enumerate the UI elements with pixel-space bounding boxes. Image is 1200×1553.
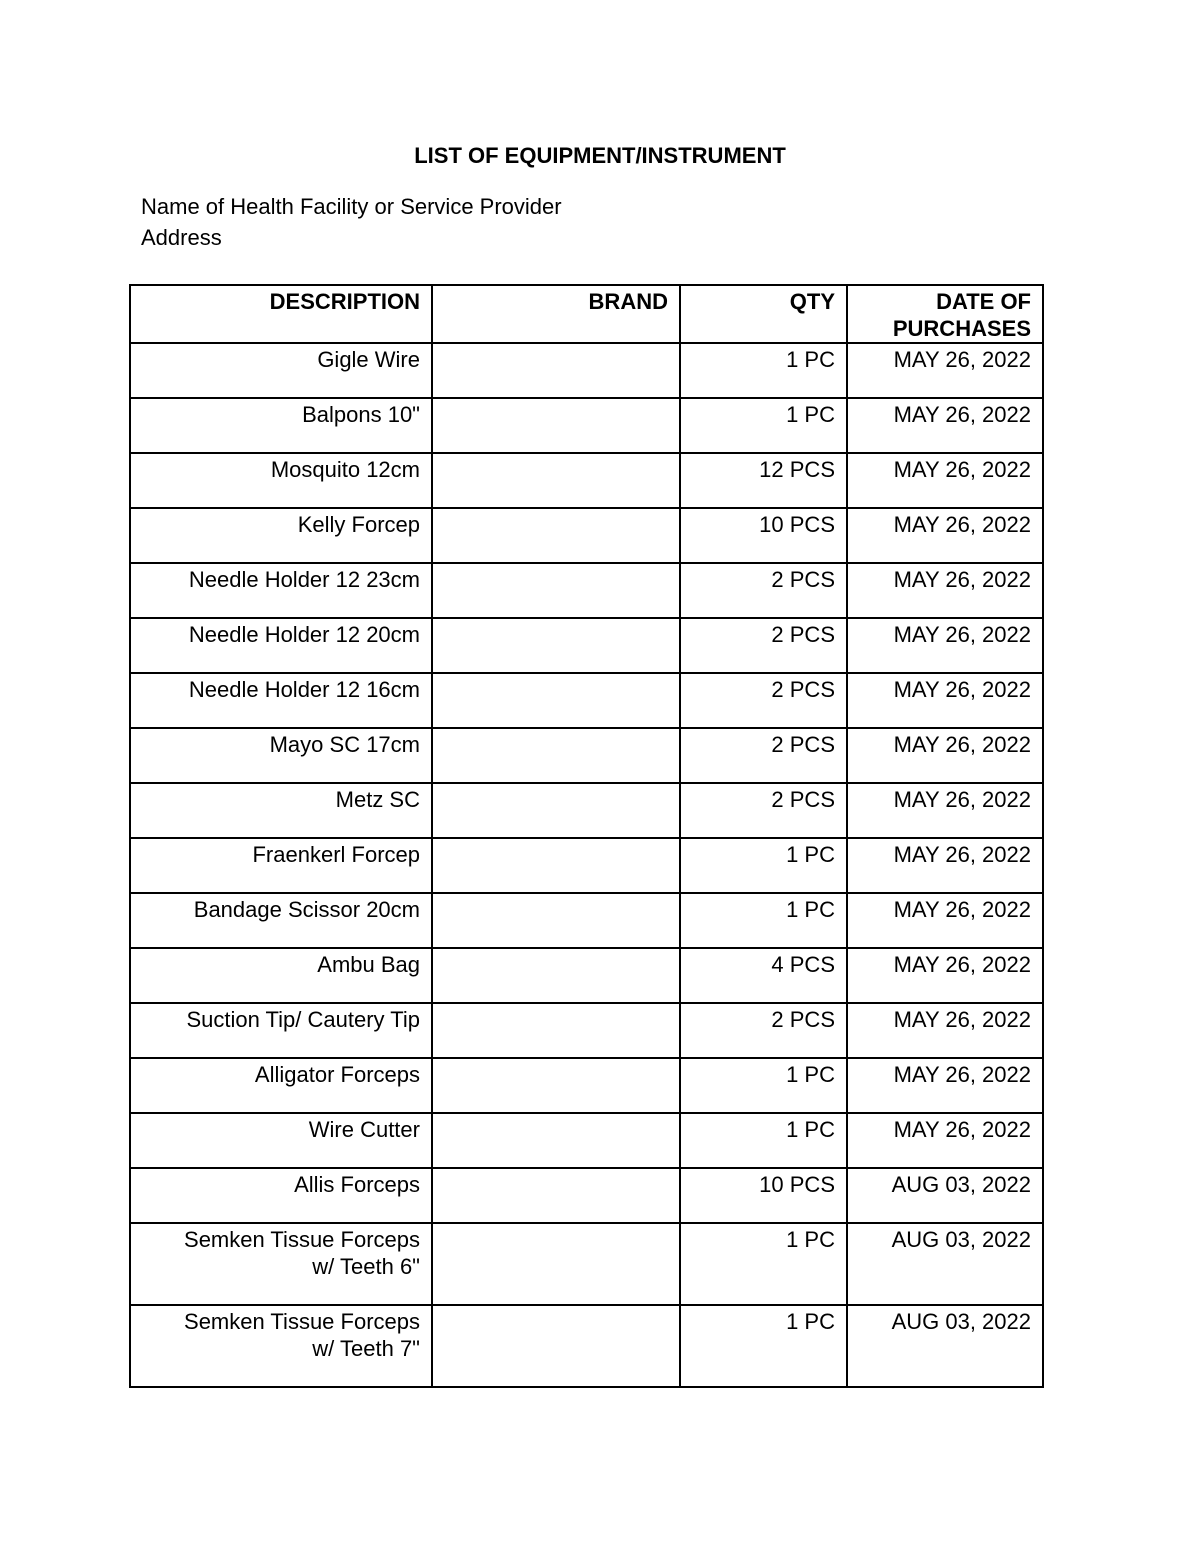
cell-description — [130, 1305, 432, 1387]
description-text: Kelly Forcep — [297, 512, 420, 537]
description-text: Alligator Forceps — [254, 1062, 420, 1087]
cell-brand — [432, 343, 680, 398]
table-row — [130, 1168, 1043, 1223]
cell-brand — [432, 398, 680, 453]
cell-qty: 1 PC — [680, 1113, 847, 1168]
table-row — [130, 838, 1043, 893]
description-text: Allis Forceps — [294, 1172, 420, 1197]
cell-qty: 2 PCS — [680, 783, 847, 838]
table-row — [130, 728, 1043, 783]
cell-qty: 1 PC — [680, 1058, 847, 1113]
cell-qty: 1 PC — [680, 1223, 847, 1305]
table-row — [130, 343, 1043, 398]
cell-qty: 1 PC — [680, 838, 847, 893]
cell-date-of-purchase: AUG 03, 2022 — [847, 1168, 1043, 1223]
cell-description — [130, 398, 432, 453]
description-text: Suction Tip/ Cautery Tip — [186, 1007, 420, 1032]
description-text: Needle Holder 12 16cm — [188, 677, 420, 702]
cell-brand — [432, 728, 680, 783]
cell-qty: 2 PCS — [680, 728, 847, 783]
description-text: Fraenkerl Forcep — [252, 842, 420, 867]
cell-description — [130, 783, 432, 838]
table-row — [130, 1223, 1043, 1305]
cell-date-of-purchase: MAY 26, 2022 — [847, 893, 1043, 948]
cell-date-of-purchase: AUG 03, 2022 — [847, 1223, 1043, 1305]
table-row — [130, 783, 1043, 838]
description-text: Metz SC — [335, 787, 420, 812]
cell-brand — [432, 838, 680, 893]
cell-description — [130, 728, 432, 783]
cell-description — [130, 893, 432, 948]
cell-date-of-purchase: MAY 26, 2022 — [847, 1003, 1043, 1058]
description-text: Needle Holder 12 20cm — [188, 622, 420, 647]
header-description: DESCRIPTION — [130, 285, 432, 343]
description-text: Mosquito 12cm — [270, 457, 420, 482]
cell-description — [130, 453, 432, 508]
cell-brand — [432, 1305, 680, 1387]
cell-qty: 2 PCS — [680, 673, 847, 728]
cell-brand — [432, 893, 680, 948]
cell-qty: 2 PCS — [680, 563, 847, 618]
cell-qty: 2 PCS — [680, 618, 847, 673]
description-text: Gigle Wire — [317, 347, 420, 372]
cell-brand — [432, 1003, 680, 1058]
cell-brand — [432, 948, 680, 1003]
cell-brand — [432, 783, 680, 838]
table-header-row — [130, 285, 1043, 343]
cell-date-of-purchase: MAY 26, 2022 — [847, 948, 1043, 1003]
table-row — [130, 893, 1043, 948]
cell-qty: 1 PC — [680, 893, 847, 948]
document-title: LIST OF EQUIPMENT/INSTRUMENT — [414, 143, 786, 168]
cell-brand — [432, 1058, 680, 1113]
header-date-line1: DATE OF — [936, 289, 1031, 314]
cell-date-of-purchase: MAY 26, 2022 — [847, 783, 1043, 838]
cell-date-of-purchase: MAY 26, 2022 — [847, 728, 1043, 783]
description-text: Semken Tissue Forceps — [184, 1309, 420, 1334]
cell-date-of-purchase: MAY 26, 2022 — [847, 563, 1043, 618]
cell-qty: 10 PCS — [680, 1168, 847, 1223]
address-label: Address — [141, 225, 222, 250]
cell-brand — [432, 618, 680, 673]
cell-description — [130, 343, 432, 398]
cell-description — [130, 1168, 432, 1223]
cell-description — [130, 1058, 432, 1113]
table-row — [130, 1305, 1043, 1387]
cell-qty: 12 PCS — [680, 453, 847, 508]
table-row — [130, 453, 1043, 508]
cell-description — [130, 1113, 432, 1168]
cell-date-of-purchase: MAY 26, 2022 — [847, 838, 1043, 893]
cell-qty: 1 PC — [680, 1305, 847, 1387]
cell-brand — [432, 508, 680, 563]
description-text-line2: w/ Teeth 7" — [312, 1336, 420, 1361]
cell-description — [130, 508, 432, 563]
cell-date-of-purchase: MAY 26, 2022 — [847, 398, 1043, 453]
cell-brand — [432, 453, 680, 508]
table-row — [130, 673, 1043, 728]
cell-brand — [432, 563, 680, 618]
cell-qty: 2 PCS — [680, 1003, 847, 1058]
table-row — [130, 1003, 1043, 1058]
cell-description — [130, 563, 432, 618]
description-text: Semken Tissue Forceps — [184, 1227, 420, 1252]
table-row — [130, 948, 1043, 1003]
cell-date-of-purchase: AUG 03, 2022 — [847, 1305, 1043, 1387]
cell-brand — [432, 1168, 680, 1223]
table-row — [130, 618, 1043, 673]
header-qty: QTY — [680, 285, 847, 343]
table-row — [130, 1113, 1043, 1168]
table-row — [130, 563, 1043, 618]
description-text: Balpons 10" — [302, 402, 420, 427]
table-row — [130, 1058, 1043, 1113]
cell-date-of-purchase: MAY 26, 2022 — [847, 508, 1043, 563]
cell-brand — [432, 1113, 680, 1168]
table-row — [130, 398, 1043, 453]
cell-qty: 1 PC — [680, 343, 847, 398]
cell-date-of-purchase: MAY 26, 2022 — [847, 343, 1043, 398]
table-row — [130, 508, 1043, 563]
cell-brand — [432, 673, 680, 728]
description-text: Mayo SC 17cm — [269, 732, 420, 757]
header-date-line2: PURCHASES — [892, 316, 1031, 341]
description-text: Ambu Bag — [317, 952, 420, 977]
header-date-of-purchases — [847, 285, 1043, 343]
description-text: Bandage Scissor 20cm — [193, 897, 420, 922]
cell-date-of-purchase: MAY 26, 2022 — [847, 673, 1043, 728]
header-brand: BRAND — [432, 285, 680, 343]
cell-date-of-purchase: MAY 26, 2022 — [847, 1058, 1043, 1113]
cell-description — [130, 673, 432, 728]
cell-qty: 10 PCS — [680, 508, 847, 563]
description-text: Needle Holder 12 23cm — [188, 567, 420, 592]
cell-description — [130, 838, 432, 893]
description-text-line2: w/ Teeth 6" — [312, 1254, 420, 1279]
equipment-table — [129, 284, 1044, 1388]
cell-date-of-purchase: MAY 26, 2022 — [847, 1113, 1043, 1168]
cell-qty: 4 PCS — [680, 948, 847, 1003]
facility-name-label: Name of Health Facility or Service Provider — [141, 194, 562, 219]
cell-date-of-purchase: MAY 26, 2022 — [847, 618, 1043, 673]
description-text: Wire Cutter — [308, 1117, 420, 1142]
cell-qty: 1 PC — [680, 398, 847, 453]
cell-description — [130, 1223, 432, 1305]
cell-brand — [432, 1223, 680, 1305]
cell-description — [130, 1003, 432, 1058]
cell-description — [130, 948, 432, 1003]
cell-date-of-purchase: MAY 26, 2022 — [847, 453, 1043, 508]
cell-description — [130, 618, 432, 673]
